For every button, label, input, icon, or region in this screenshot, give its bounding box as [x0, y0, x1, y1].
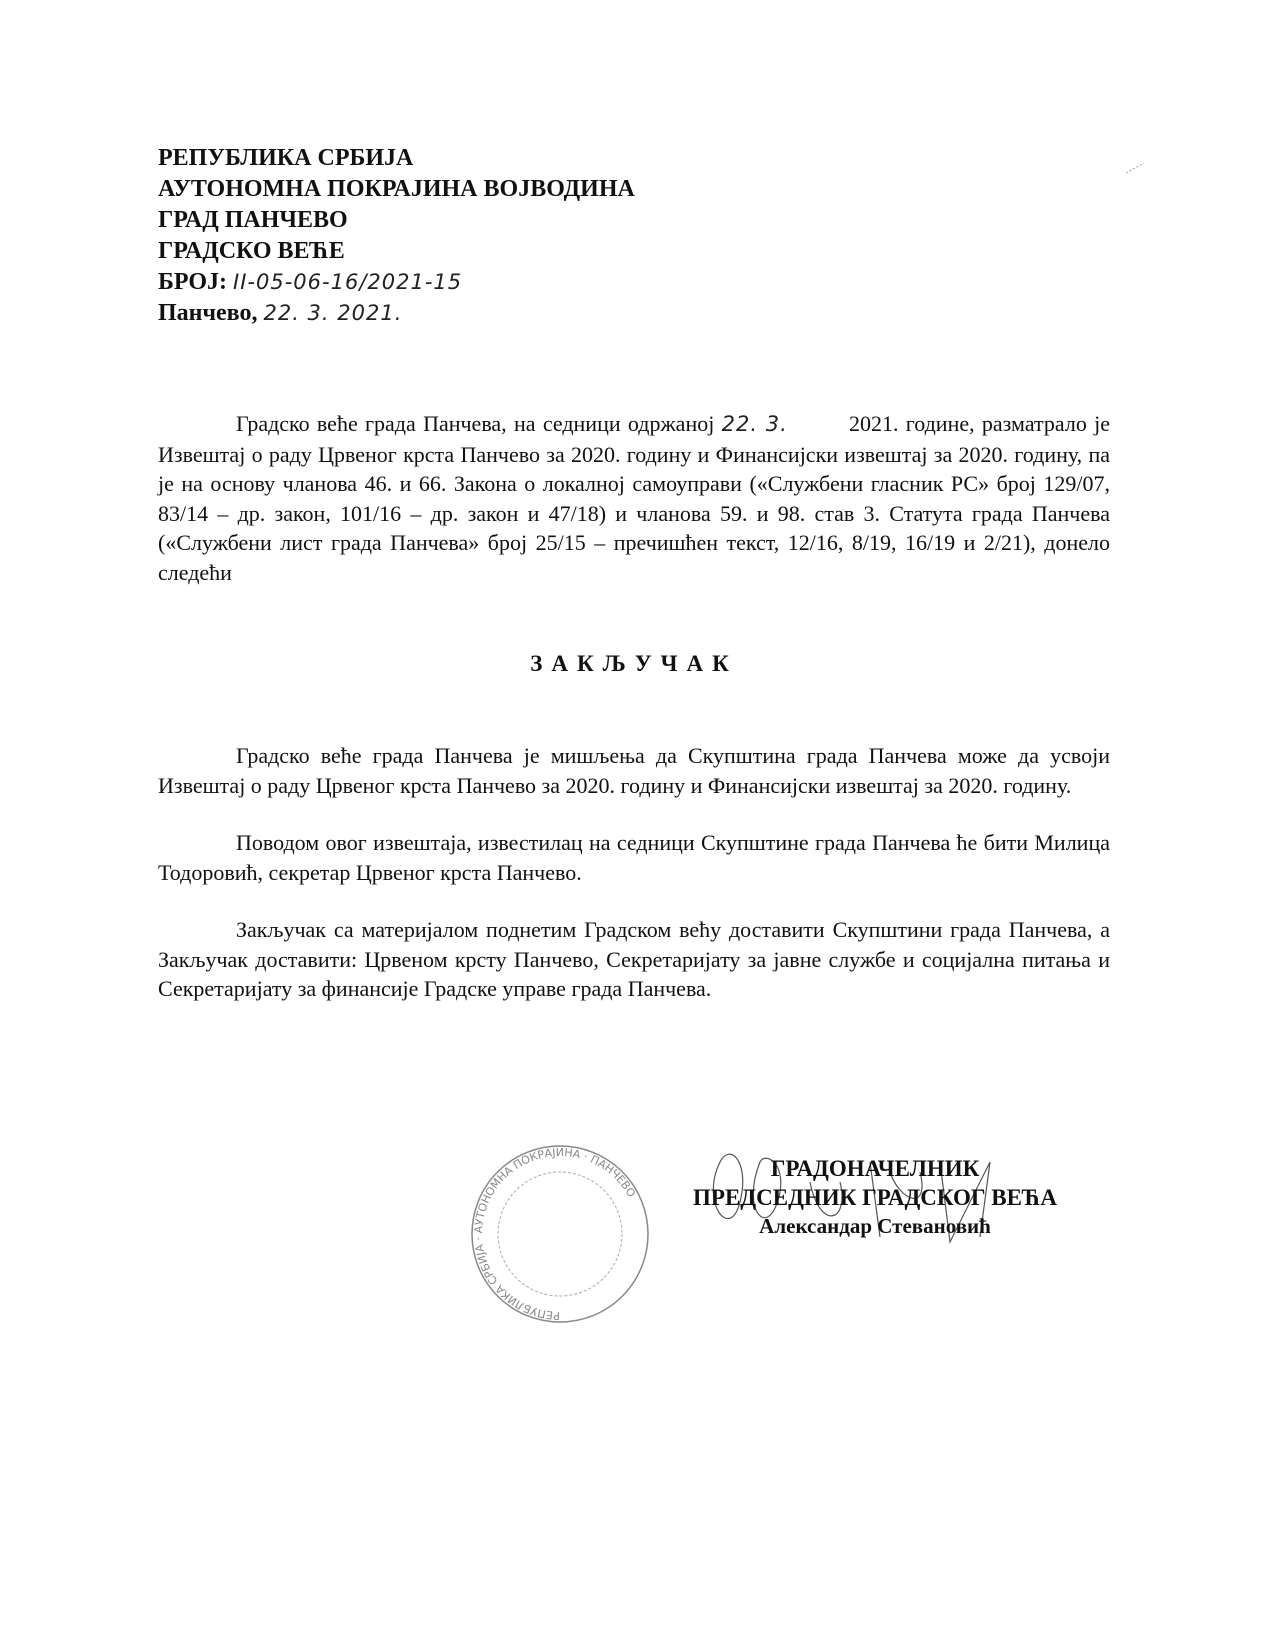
signatory-role-president: ПРЕДСЕДНИК ГРАДСКОГ ВЕЋА — [693, 1184, 1057, 1210]
intro-paragraph: Градско веће града Панчева, на седници одржаној 22. 3. 2021. године, разматрало је Извештај о раду Црвеног крста Панчево за 2020. годину и Финансијски извештај за 2020. годину, па је на основу чланова 46. и 66. Закона о локалној самоуправи («Службени гласник РС» број 129/07, 83/14 – др. закон, 101/16 – др. закон и 47/18) и чланова 59. и 98. став 3. Статута града Панчева («Службени лист града Панчева» број 25/15 – пречишћен текст, 12/16, 8/19, 16/19 и 2/21), донело следећи — [158, 411, 1111, 585]
svg-text:РЕПУБЛИКА СРБИЈА · АУТОНОМНА П: РЕПУБЛИКА СРБИЈА · АУТОНОМНА ПОКРАЈИНА · ПАНЧЕВО — [471, 1145, 638, 1322]
header-republic: РЕПУБЛИКА СРБИЈА — [158, 145, 414, 171]
official-stamp — [468, 1142, 653, 1327]
header-council: ГРАДСКО ВЕЋЕ — [158, 238, 345, 264]
handwritten-date: 22. 3. 2021. — [263, 301, 403, 325]
header-city: ГРАД ПАНЧЕВО — [158, 207, 348, 233]
conclusion-paragraph-3: Закључак са материјалом поднетим Градском већу доставити Скупштини града Панчева, а Закључак доставити: Црвеном крсту Панчево, Секретаријату за јавне службе и социјална питања и Секретаријату за финансије Градске управе града Панчева. — [158, 917, 1110, 1001]
document-number: БРОЈ: II-05-06-16/2021-15 — [158, 269, 463, 295]
document-title: ЗАКЉУЧАК — [530, 651, 738, 676]
signatory-name: Александар Стевановић — [759, 1213, 991, 1238]
document-date: Панчево, 22. 3. 2021. — [158, 300, 403, 326]
signature-area — [158, 1145, 1110, 1354]
conclusion-paragraph-1: Градско веће града Панчева је мишљења да Скупштина града Панчева може да усвоји Извештај о раду Црвеног крста Панчево за 2020. годину и Финансијски извештај за 2020. годину. — [158, 743, 1110, 798]
header-province: АУТОНОМНА ПОКРАЈИНА ВОЈВОДИНА — [158, 176, 635, 202]
handwritten-session-date: 22. 3. — [721, 412, 788, 436]
document-body — [158, 0, 1110, 1354]
signatory-role-mayor: ГРАДОНАЧЕЛНИК — [770, 1155, 980, 1181]
conclusion-paragraph-2: Поводом овог извештаја, известилац на седници Скупштине града Панчева ће бити Милица Тодоровић, секретар Црвеног крста Панчево. — [158, 830, 1110, 885]
handwritten-number: II-05-06-16/2021-15 — [233, 270, 463, 294]
scan-mark — [1125, 162, 1145, 174]
signature-block — [660, 1154, 1090, 1241]
document-header — [158, 143, 1110, 329]
